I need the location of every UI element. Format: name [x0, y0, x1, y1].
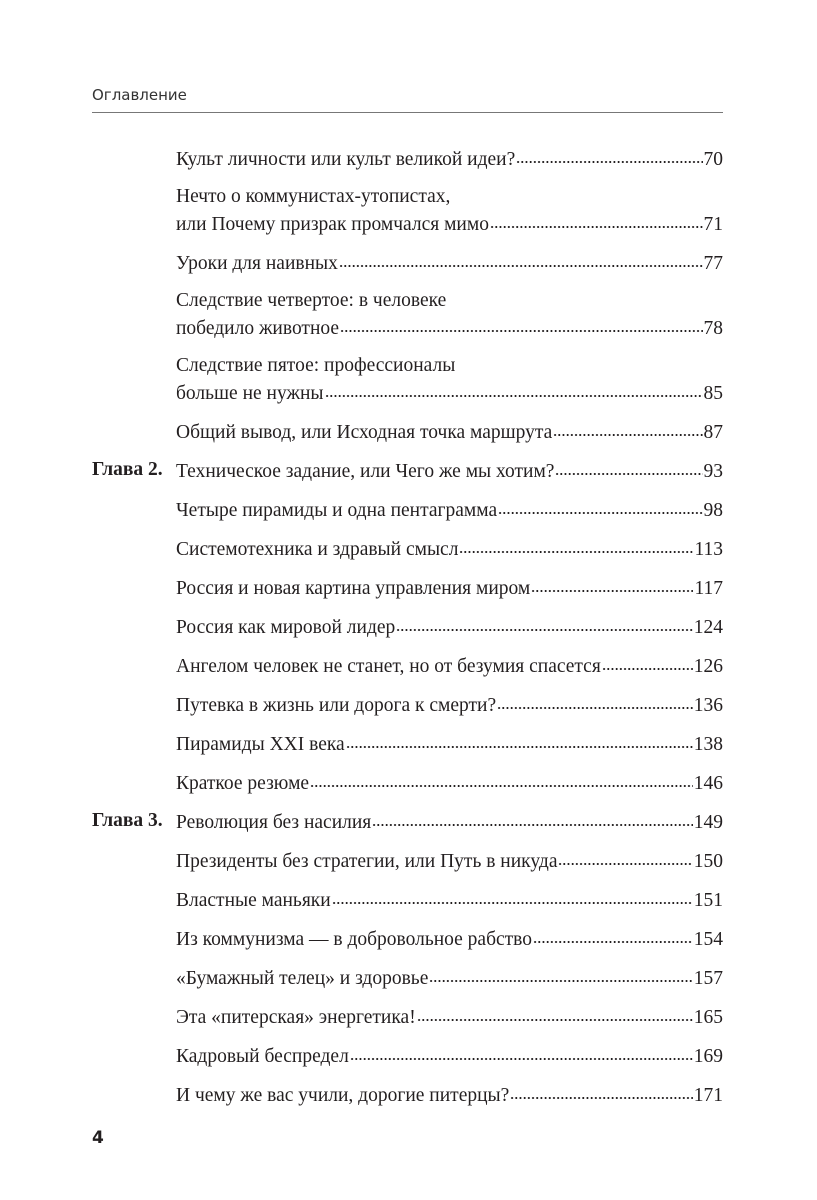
entry-page-number: 138: [693, 733, 723, 755]
dot-leader: [490, 210, 703, 230]
entry-line: [92, 184, 723, 210]
entry-line: [92, 535, 723, 561]
dot-leader: [459, 535, 693, 555]
entry-page-number: 149: [693, 811, 723, 833]
dot-leader: [396, 613, 692, 633]
entry-title: Властные маньяки: [176, 889, 331, 911]
toc-entry[interactable]: [92, 496, 723, 522]
dot-leader: [372, 808, 692, 828]
table-of-contents: [92, 145, 723, 1120]
toc-chapter-entry[interactable]: [92, 808, 723, 834]
toc-entry[interactable]: [92, 691, 723, 717]
toc-entry[interactable]: [92, 1081, 723, 1107]
entry-line: [92, 1042, 723, 1068]
toc-entry[interactable]: [92, 1003, 723, 1029]
entry-title: Россия как мировой лидер: [176, 616, 396, 638]
toc-entry[interactable]: [92, 535, 723, 561]
dot-leader: [531, 574, 693, 594]
entry-title: «Бумажный телец» и здоровье: [176, 967, 429, 989]
entry-line: [92, 925, 723, 951]
entry-title: Следствие четвертое: в человеке: [176, 290, 447, 311]
entry-title: Краткое резюме: [176, 772, 310, 794]
chapter-label: Глава 3.: [92, 810, 163, 831]
dot-leader: [417, 1003, 693, 1023]
dot-leader: [429, 964, 692, 984]
dot-leader: [602, 652, 693, 672]
entry-line: [92, 145, 723, 171]
dot-leader: [533, 925, 693, 945]
entry-title: Общий вывод, или Исходная точка маршрута: [176, 421, 553, 443]
toc-entry[interactable]: [92, 613, 723, 639]
entry-page-number: 117: [694, 577, 723, 599]
toc-entry[interactable]: [92, 925, 723, 951]
entry-line: [92, 353, 723, 379]
entry-page-number: 113: [694, 538, 723, 560]
entry-line: [92, 574, 723, 600]
toc-entry[interactable]: [92, 418, 723, 444]
entry-line: [92, 1081, 723, 1107]
entry-title: Нечто о коммунистах-утопистах,: [176, 186, 451, 207]
toc-entry[interactable]: [92, 288, 723, 340]
entry-line: [92, 379, 723, 405]
entry-line: [92, 1003, 723, 1029]
entry-title: Уроки для наивных: [176, 252, 338, 274]
entry-line: [92, 418, 723, 444]
entry-title: Революция без насилия: [176, 811, 372, 833]
entry-page-number: 126: [693, 655, 723, 677]
entry-page-number: 146: [693, 772, 723, 794]
entry-title: или Почему призрак промчался мимо: [176, 213, 489, 235]
dot-leader: [350, 1042, 693, 1062]
entry-title: Следствие пятое: профессионалы: [176, 355, 456, 376]
entry-line: [92, 457, 723, 483]
dot-leader: [553, 418, 702, 438]
entry-page-number: 87: [703, 421, 723, 443]
entry-page-number: 93: [703, 460, 723, 482]
entry-title: Пирамиды XXI века: [176, 733, 345, 755]
entry-page-number: 71: [703, 213, 723, 235]
toc-entry[interactable]: [92, 847, 723, 873]
entry-line: [92, 496, 723, 522]
toc-entry[interactable]: [92, 145, 723, 171]
toc-entry[interactable]: [92, 730, 723, 756]
entry-page-number: 171: [693, 1084, 723, 1106]
entry-title: Россия и новая картина управления миром: [176, 577, 531, 599]
dot-leader: [498, 496, 702, 516]
entry-line: [92, 314, 723, 340]
entry-title: Ангелом человек не станет, но от безумия спасется: [176, 655, 601, 677]
entry-page-number: 78: [703, 317, 723, 339]
entry-line: [92, 730, 723, 756]
dot-leader: [558, 847, 692, 867]
dot-leader: [332, 886, 693, 906]
entry-title: Путевка в жизнь или дорога к смерти?: [176, 694, 497, 716]
entry-page-number: 70: [703, 148, 723, 170]
entry-page-number: 124: [693, 616, 723, 638]
dot-leader: [340, 314, 702, 334]
toc-entry[interactable]: [92, 184, 723, 236]
toc-entry[interactable]: [92, 353, 723, 405]
entry-page-number: 85: [703, 382, 723, 404]
header-rule: [92, 112, 723, 113]
entry-title: Кадровый беспредел: [176, 1045, 349, 1067]
entry-title: Из коммунизма — в добровольное рабство: [176, 928, 533, 950]
entry-line: [92, 652, 723, 678]
entry-line: [92, 210, 723, 236]
toc-entry[interactable]: [92, 1042, 723, 1068]
entry-line: [92, 808, 723, 834]
entry-page-number: 165: [693, 1006, 723, 1028]
chapter-label: Глава 2.: [92, 459, 163, 480]
entry-line: [92, 288, 723, 314]
entry-line: [92, 886, 723, 912]
entry-title: И чему же вас учили, дорогие питерцы?: [176, 1084, 510, 1106]
entry-line: [92, 847, 723, 873]
entry-title: Техническое задание, или Чего же мы хотим?: [176, 460, 555, 482]
entry-line: [92, 691, 723, 717]
entry-page-number: 150: [693, 850, 723, 872]
dot-leader: [555, 457, 702, 477]
toc-entry[interactable]: [92, 964, 723, 990]
running-head: Оглавление: [92, 86, 187, 104]
entry-title: Президенты без стратегии, или Путь в никуда: [176, 850, 558, 872]
entry-page-number: 154: [693, 928, 723, 950]
entry-page-number: 151: [693, 889, 723, 911]
toc-entry[interactable]: [92, 769, 723, 795]
entry-title: Культ личности или культ великой идеи?: [176, 148, 516, 170]
entry-page-number: 169: [693, 1045, 723, 1067]
toc-chapter-entry[interactable]: [92, 457, 723, 483]
entry-page-number: 157: [693, 967, 723, 989]
toc-entry[interactable]: [92, 886, 723, 912]
toc-entry[interactable]: [92, 574, 723, 600]
entry-title: победило животное: [176, 317, 340, 339]
dot-leader: [339, 249, 703, 269]
entry-line: [92, 249, 723, 275]
entry-title: Системотехника и здравый смысл: [176, 538, 459, 560]
entry-line: [92, 613, 723, 639]
dot-leader: [516, 145, 702, 165]
dot-leader: [497, 691, 693, 711]
entry-title: Эта «питерская» энергетика!: [176, 1006, 416, 1028]
dot-leader: [325, 379, 703, 399]
entry-line: [92, 964, 723, 990]
toc-entry[interactable]: [92, 652, 723, 678]
entry-page-number: 136: [693, 694, 723, 716]
entry-page-number: 98: [703, 499, 723, 521]
entry-title: Четыре пирамиды и одна пентаграмма: [176, 499, 498, 521]
entry-title: больше не нужны: [176, 382, 324, 404]
entry-line: [92, 769, 723, 795]
page-number: 4: [92, 1128, 104, 1148]
dot-leader: [346, 730, 693, 750]
toc-entry[interactable]: [92, 249, 723, 275]
dot-leader: [510, 1081, 692, 1101]
dot-leader: [310, 769, 693, 789]
entry-page-number: 77: [703, 252, 723, 274]
